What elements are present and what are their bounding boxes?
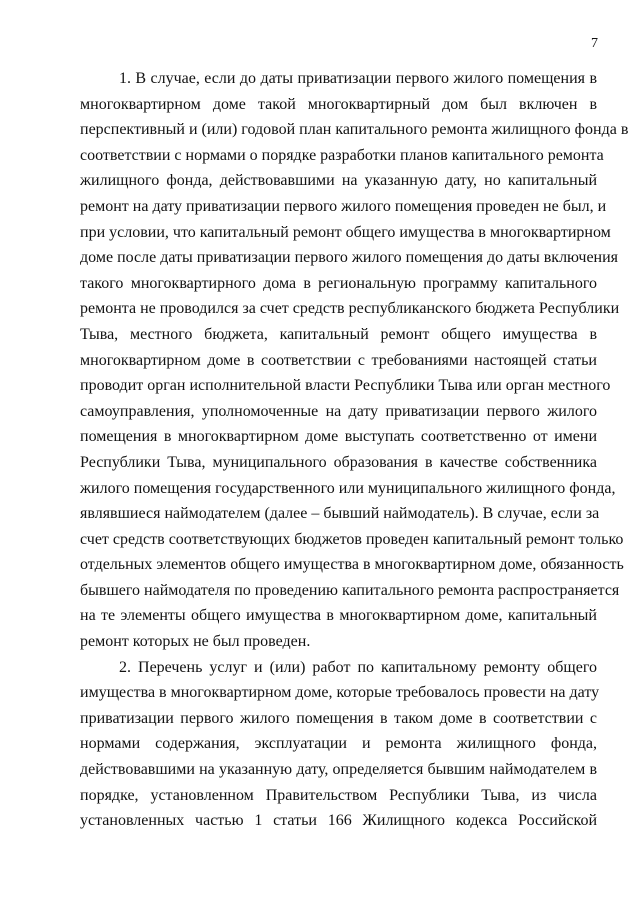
document-body bbox=[80, 66, 629, 834]
text-line: многоквартирном доме в соответствии с требованиями настоящей статьи bbox=[80, 351, 597, 369]
text-line: приватизации первого жилого помещения в таком доме в соответствии с bbox=[80, 709, 597, 727]
text-line: счет средств соответствующих бюджетов проведен капитальный ремонт только bbox=[80, 530, 624, 548]
text-line: отдельных элементов общего имущества в многоквартирном доме, обязанность bbox=[80, 556, 624, 574]
text-line: ремонта не проводился за счет средств республиканского бюджета Республики bbox=[80, 300, 620, 318]
text-line: доме после даты приватизации первого жилого помещения до даты включения bbox=[80, 249, 619, 267]
text-line: имущества в многоквартирном доме, которые требовалось провести на дату bbox=[80, 684, 600, 702]
text-line: многоквартирном доме такой многоквартирный дом был включен в bbox=[80, 95, 597, 113]
text-line: порядке, установленном Правительством Республики Тыва, из числа bbox=[80, 786, 597, 804]
text-line: ремонт на дату приватизации первого жилого помещения проведен не был, и bbox=[80, 197, 607, 215]
text-line: соответствии с нормами о порядке разработки планов капитального ремонта bbox=[80, 146, 604, 164]
text-line: 1. В случае, если до даты приватизации первого жилого помещения в bbox=[119, 70, 597, 87]
text-line: самоуправления, уполномоченные на дату приватизации первого жилого bbox=[80, 402, 597, 420]
text-line: Тыва, местного бюджета, капитальный ремонт общего имущества в bbox=[80, 325, 597, 343]
text-line: являвшиеся наймодателем (далее – бывший наймодатель). В случае, если за bbox=[80, 505, 600, 523]
text-line: на те элементы общего имущества в многоквартирном доме, капитальный bbox=[80, 607, 597, 625]
text-line: такого многоквартирного дома в региональную программу капитального bbox=[80, 274, 597, 292]
page-number: 7 bbox=[591, 36, 598, 51]
text-line: жилого помещения государственного или муниципального жилищного фонда, bbox=[80, 479, 616, 497]
text-line: Республики Тыва, муниципального образования в качестве собственника bbox=[80, 453, 597, 471]
text-line: действовавшими на указанную дату, определяется бывшим наймодателем в bbox=[80, 761, 597, 779]
text-line: при условии, что капитальный ремонт общего имущества в многоквартирном bbox=[80, 223, 611, 241]
text-line: помещения в многоквартирном доме выступать соответственно от имени bbox=[80, 428, 597, 446]
text-line: 2. Перечень услуг и (или) работ по капитальному ремонту общего bbox=[119, 658, 597, 676]
text-line: бывшего наймодателя по проведению капитального ремонта распространяется bbox=[80, 581, 620, 599]
text-line: установленных частью 1 статьи 166 Жилищного кодекса Российской bbox=[80, 812, 597, 830]
text-line: проводит орган исполнительной власти Республики Тыва или орган местного bbox=[80, 377, 611, 395]
text-line: ремонт которых не был проведен. bbox=[80, 633, 311, 651]
text-line: нормами содержания, эксплуатации и ремонта жилищного фонда, bbox=[80, 735, 597, 753]
paragraph-2 bbox=[80, 655, 600, 834]
paragraph-1 bbox=[80, 66, 629, 655]
text-line: жилищного фонда, действовавшими на указанную дату, но капитальный bbox=[80, 172, 597, 190]
text-line: перспективный и (или) годовой план капитального ремонта жилищного фонда в bbox=[80, 121, 629, 139]
